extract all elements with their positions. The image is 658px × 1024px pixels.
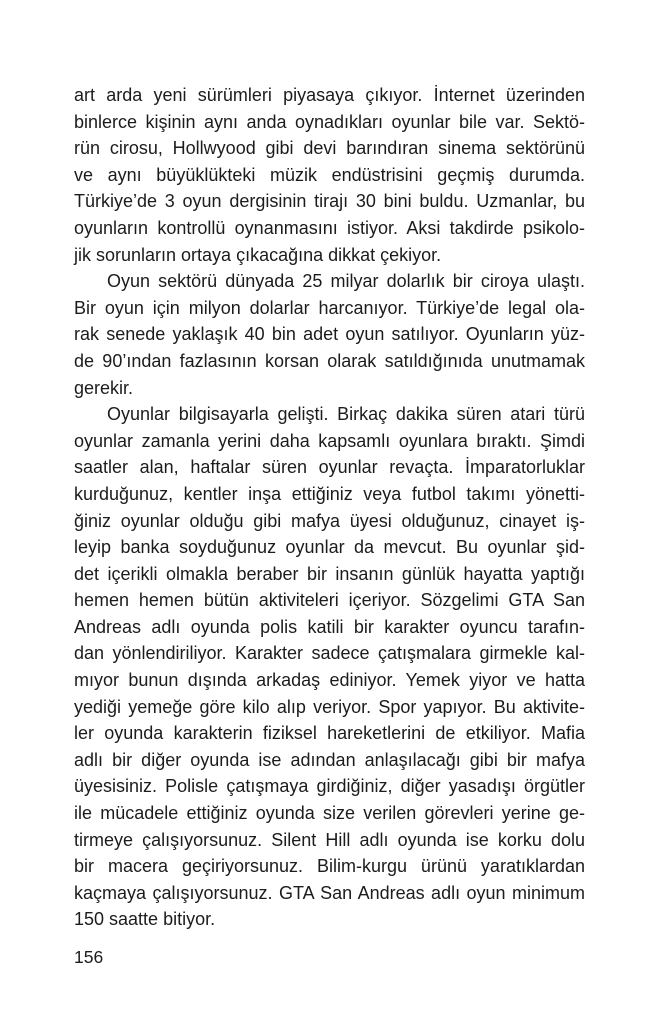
text-line: oyunlar zamanla yerini daha kapsamlı oyunlara bıraktı. Şimdi [74, 430, 585, 451]
text-line: gerekir. [74, 377, 134, 398]
text-line: binlerce kişinin aynı anda oynadıkları oyunlar bile var. Sektö- [74, 111, 585, 132]
text-line: oyunların kontrollü oynanmasını istiyor. Aksi takdirde psikolo- [74, 217, 585, 238]
text-line: ve aynı büyüklükteki müzik endüstrisini geçmiş durumda. [74, 164, 585, 185]
text-line: kurduğunuz, kentler inşa ettiğiniz veya futbol takımı yönetti- [74, 483, 585, 504]
text-line: dan yönlendiriliyor. Karakter sadece çatışmalara girmekle kal- [74, 643, 585, 664]
text-line: üyesisiniz. Polisle çatışmaya girdiğiniz, diğer yasadışı örgütler [74, 776, 585, 797]
text-line: Türkiye’de 3 oyun dergisinin tirajı 30 bini buldu. Uzmanlar, bu [74, 191, 585, 212]
text-line: Andreas adlı oyunda polis katili bir karakter oyuncu tarafın- [74, 616, 585, 637]
paragraph [74, 268, 585, 401]
text-line: Oyun sektörü dünyada 25 milyar dolarlık bir ciroya ulaştı. [107, 271, 585, 292]
text-line: rak senede yaklaşık 40 bin adet oyun satılıyor. Oyunların yüz- [74, 324, 585, 345]
text-line: saatler alan, haftalar süren oyunlar revaçta. İmparatorluklar [74, 457, 585, 478]
text-line: jik sorunların ortaya çıkacağına dikkat çekiyor. [74, 244, 442, 265]
text-line: rün cirosu, Hollwyood gibi devi barındıran sinema sektörünü [74, 138, 585, 159]
text-line: det içerikli olmakla beraber bir insanın günlük hayatta yaptığı [74, 563, 585, 584]
text-line: yediği yemeğe göre kilo alıp veriyor. Spor yapıyor. Bu aktivite- [74, 696, 585, 717]
paragraph [74, 82, 585, 268]
text-line: ile mücadele ettiğiniz oyunda size verilen görevleri yerine ge- [74, 803, 585, 824]
text-line: bir macera geçiriyorsunuz. Bilim-kurgu ürünü yaratıklardan [74, 856, 585, 877]
text-line: ğiniz oyunlar olduğu gibi mafya üyesi olduğunuz, cinayet iş- [74, 510, 585, 531]
text-line: tirmeye çalışıyorsunuz. Silent Hill adlı oyunda ise korku dolu [74, 829, 585, 850]
text-line: 150 saatte bitiyor. [74, 909, 216, 930]
text-line: mıyor bunun dışında arkadaş ediniyor. Yemek yiyor ve hatta [74, 670, 585, 691]
text-line: ler oyunda karakterin fiziksel hareketlerini de etkiliyor. Mafia [74, 723, 585, 744]
text-line: de 90’ından fazlasının korsan olarak satıldığınıda unutmamak [74, 350, 585, 371]
text-line: kaçmaya çalışıyorsunuz. GTA San Andreas adlı oyun minimum [74, 882, 585, 903]
text-line: adlı bir diğer oyunda ise adından anlaşılacağı gibi bir mafya [74, 749, 585, 770]
body-text [74, 82, 585, 933]
text-line: Oyunlar bilgisayarla gelişti. Birkaç dakika süren atari türü [107, 404, 585, 425]
text-line: Bir oyun için milyon dolarlar harcanıyor. Türkiye’de legal ola- [74, 297, 585, 318]
text-line: leyip banka soyduğunuz oyunlar da mevcut. Bu oyunlar şid- [74, 537, 585, 558]
paragraph [74, 401, 585, 933]
text-line: hemen hemen bütün aktiviteleri içeriyor. Sözgelimi GTA San [74, 590, 585, 611]
text-line: art arda yeni sürümleri piyasaya çıkıyor. İnternet üzerinden [74, 85, 585, 105]
page-number: 156 [74, 947, 104, 967]
